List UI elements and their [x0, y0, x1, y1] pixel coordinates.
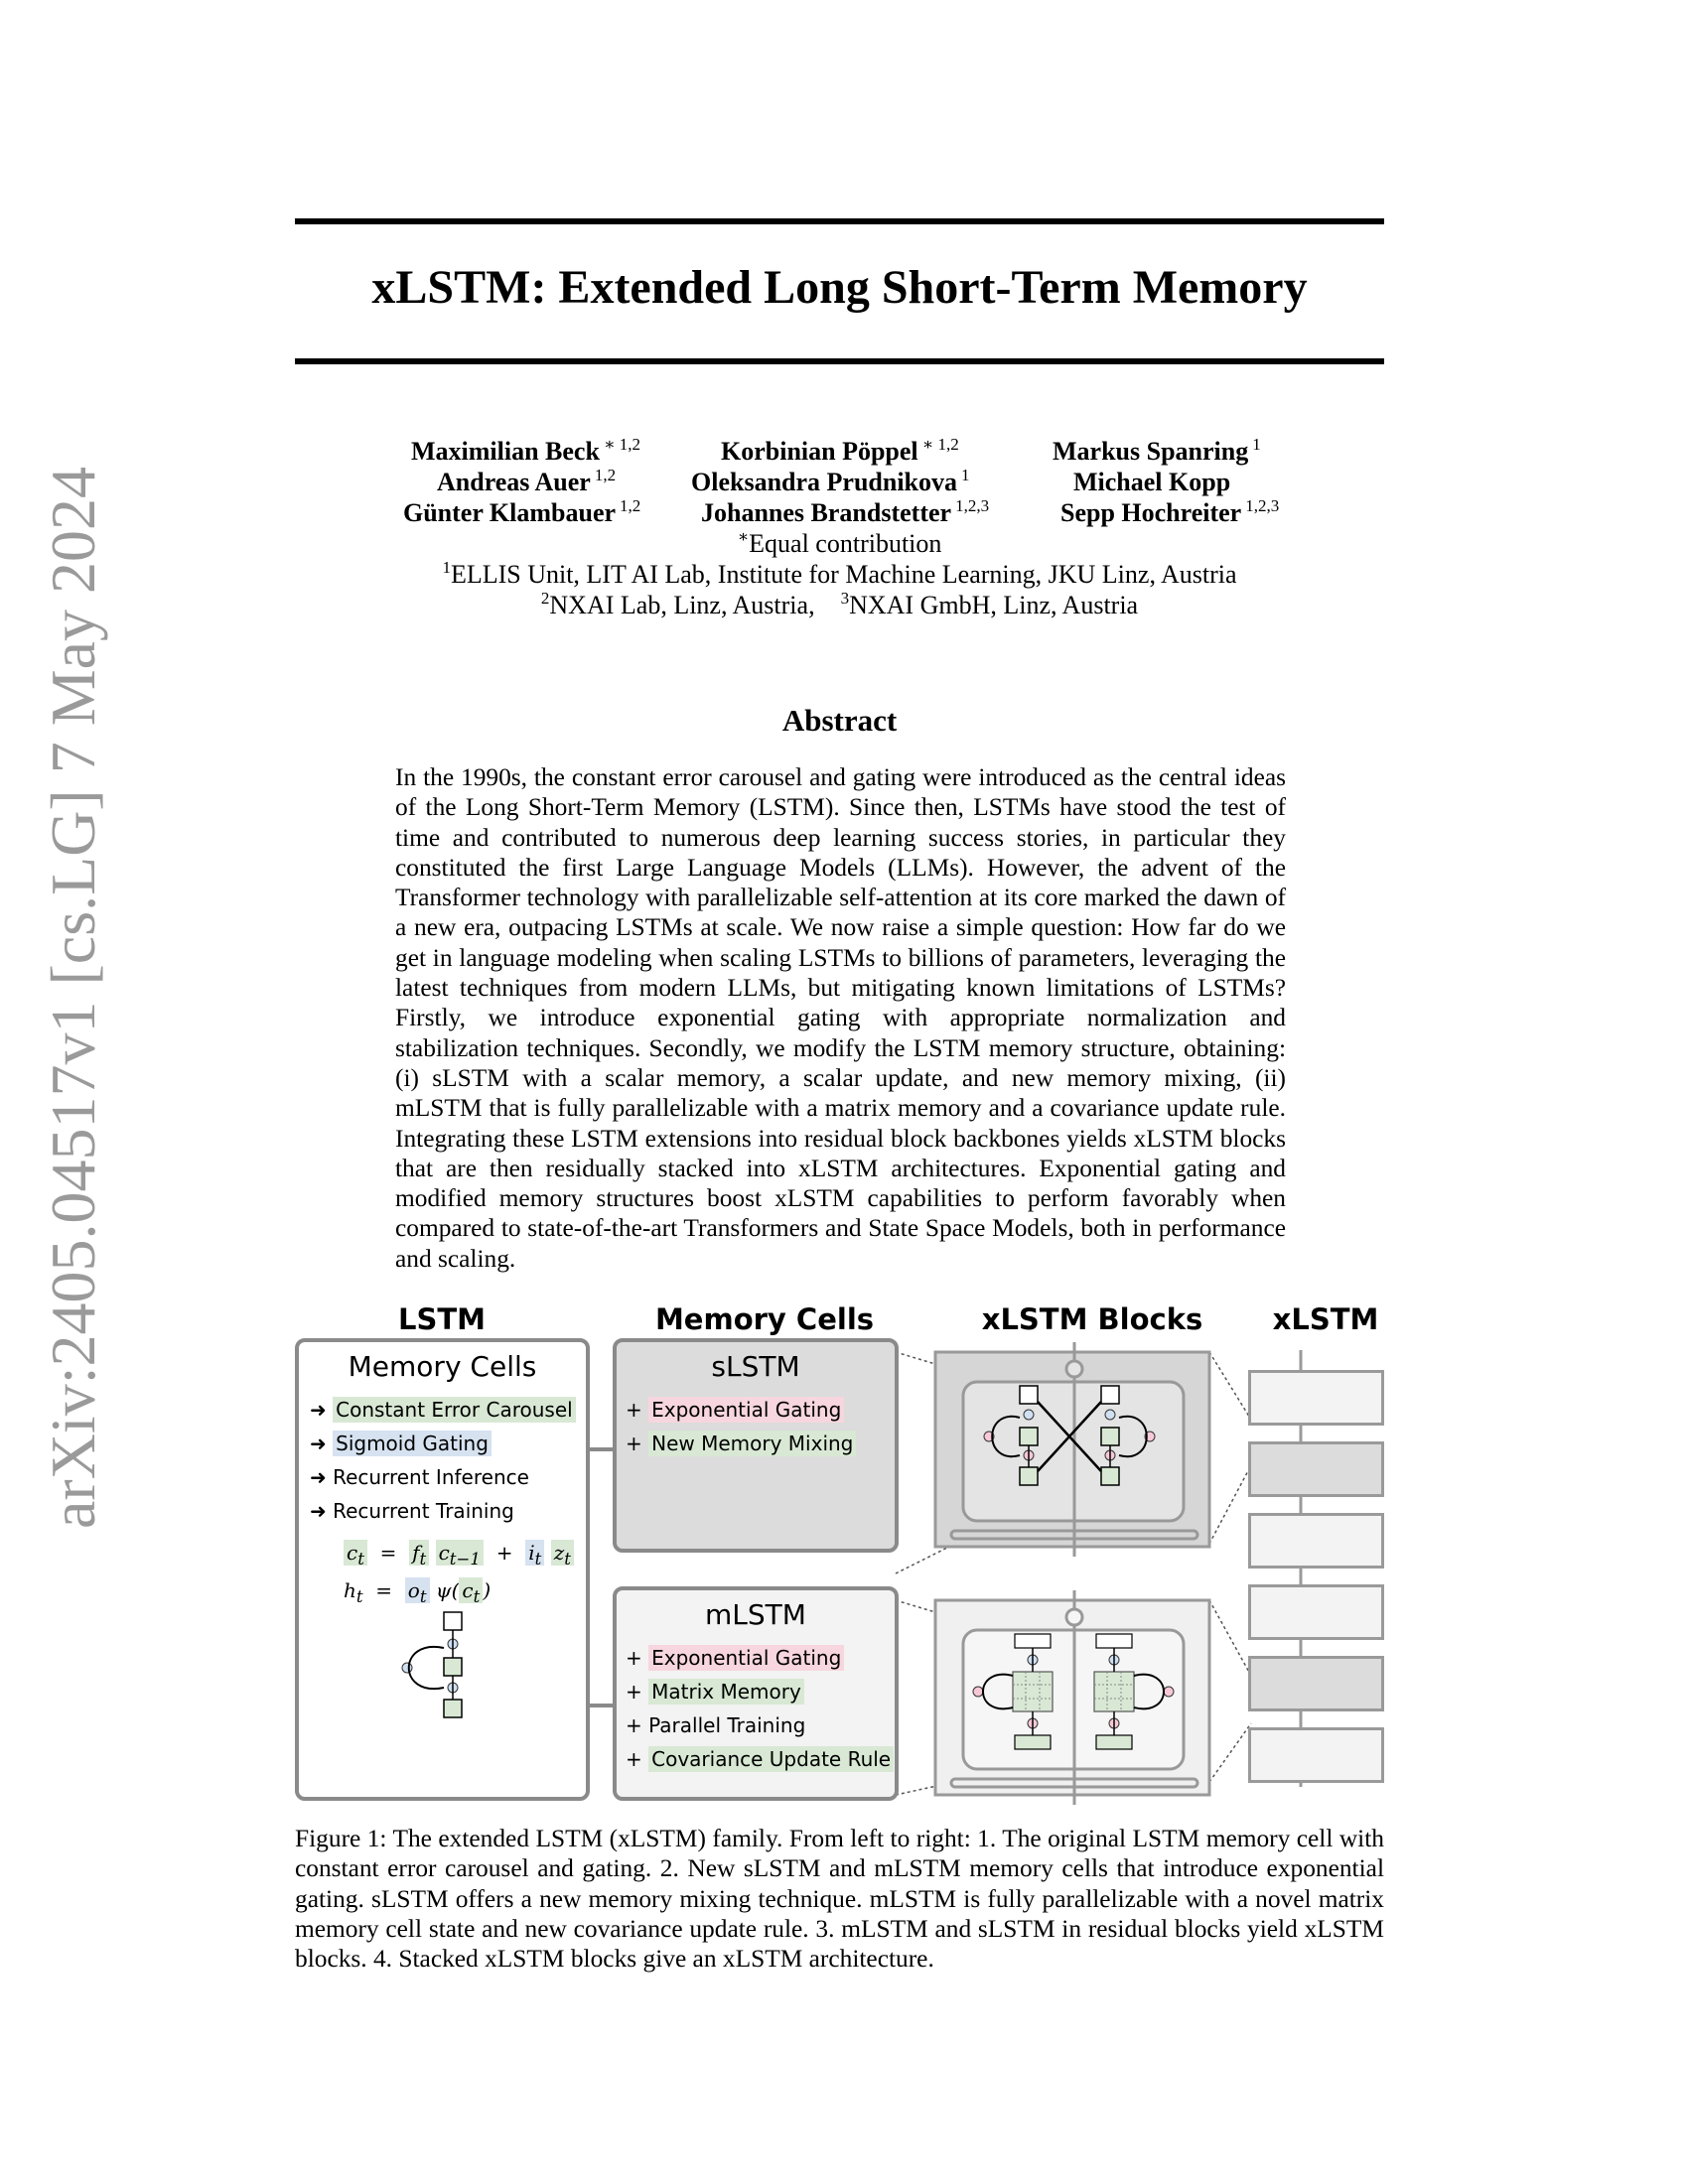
mlstm-panel-title: mLSTM	[705, 1598, 806, 1631]
author-5: Oleksandra Prudnikova $^1$	[691, 466, 970, 496]
title-bottom-rule	[295, 358, 1384, 364]
lstm-item-sigmoid-gating: ➜ Sigmoid Gating	[310, 1432, 492, 1455]
xlstm-stack-block-5	[1248, 1656, 1384, 1711]
col-header-lstm: LSTM	[397, 1302, 486, 1336]
abstract-text: In the 1990s, the constant error carousel and gating were introduced as the central ideas of the Long Short-Term Memory (LSTM). Since then, LSTMs have stood the test of time and contributed to numerous deep learning success stories, in particular they constituted the first Large Language Models (LLMs). However, the advent of the Transformer technology with parallelizable self-attention at its core marked the dawn of a new era, outpacing LSTMs at scale. We now raise a simple question: How far do we get in language modeling when scaling LSTMs to billions of parameters, leveraging the latest techniques from modern LLMs, but mitigating known limitations of LSTMs? Firstly, we introduce exponential gating with appropriate normalization and stabilization techniques. Secondly, we modify the LSTM memory structure, obtaining: (i) sLSTM with a scalar memory, a scalar update, and new memory mixing, (ii) mLSTM that is fully parallelizable with a matrix memory and a covariance update rule. Integrating these LSTM extensions into residual block backbones yields xLSTM blocks that are then residually stacked into xLSTM architectures. Exponential gating and modified memory structures boost xLSTM capabilities to perform favorably when compared to state-of-the-art Transformers and State Space Models, both in performance and scaling.	[395, 763, 1286, 1273]
figure-caption: Figure 1: The extended LSTM (xLSTM) family. From left to right: 1. The original LSTM memory cell with constant error carousel and gating. 2. New sLSTM and mLSTM memory cells that introduce exponential gating. sLSTM offers a new memory mixing technique. mLSTM is fully parallelizable with a novel matrix memory cell state and new covariance update rule. 3. mLSTM and sLSTM in residual blocks yield xLSTM blocks. 4. Stacked xLSTM blocks give an xLSTM architecture.	[295, 1825, 1384, 1974]
mlstm-item-parallel-training: + Parallel Training	[626, 1713, 806, 1737]
paper-title: xLSTM: Extended Long Short-Term Memory	[371, 261, 1308, 314]
author-2: Korbinian Pöppel $^{∗ 1,2}$	[721, 435, 959, 466]
author-6: Michael Kopp	[1073, 468, 1231, 496]
abstract-heading: Abstract	[781, 703, 898, 738]
author-1: Maximilian Beck $^{∗ 1,2}$	[411, 435, 640, 466]
slstm-item-exponential-gating: + Exponential Gating	[626, 1398, 844, 1422]
author-9: Sepp Hochreiter $^{1,2,3}$	[1060, 496, 1280, 527]
affiliation-2-3: $^2$NXAI Lab, Linz, Austria, $^3$NXAI GmbH, Linz, Austria	[540, 589, 1139, 619]
arxiv-stamp-text: arXiv:2405.04517v1 [cs.LG] 7 May 2024	[38, 466, 108, 1529]
mlstm-item-matrix-memory: + Matrix Memory	[626, 1680, 804, 1704]
lstm-equation-cell-state: $c_t = f_t$ $c_{t-1} + i_t$ $z_t$	[344, 1541, 574, 1569]
xlstm-stack-block-4	[1248, 1584, 1384, 1640]
arxiv-identifier-stamp	[0, 0, 159, 2184]
author-4: Andreas Auer $^{1,2}$	[437, 466, 617, 496]
col-header-xlstm: xLSTM	[1272, 1302, 1379, 1336]
mlstm-item-covariance-update-rule: + Covariance Update Rule	[626, 1747, 894, 1771]
slstm-item-new-memory-mixing: + New Memory Mixing	[626, 1432, 856, 1455]
lstm-panel-title: Memory Cells	[348, 1350, 537, 1383]
lstm-equation-hidden-state: $h_t = o_t$ ψ( $c_t$ )	[344, 1578, 492, 1606]
author-3: Markus Spanring $^1$	[1053, 435, 1261, 466]
slstm-panel-title: sLSTM	[711, 1350, 800, 1383]
xlstm-stack-block-1	[1248, 1370, 1384, 1426]
equal-contribution-note: ∗Equal contribution	[737, 527, 942, 558]
xlstm-stack-block-3	[1248, 1513, 1384, 1569]
lstm-item-recurrent-training: ➜ Recurrent Training	[310, 1499, 514, 1523]
author-8: Johannes Brandstetter $^{1,2,3}$	[701, 496, 990, 527]
affiliation-1: $^1$ELLIS Unit, LIT AI Lab, Institute for Machine Learning, JKU Linz, Austria	[442, 558, 1237, 589]
col-header-memory-cells: Memory Cells	[654, 1302, 875, 1336]
lstm-item-constant-error-carousel: ➜ Constant Error Carousel	[310, 1398, 576, 1422]
figure-1	[288, 1291, 1390, 1807]
col-header-xlstm-blocks: xLSTM Blocks	[981, 1302, 1203, 1336]
author-7: Günter Klambauer $^{1,2}$	[403, 496, 641, 527]
lstm-item-recurrent-inference: ➜ Recurrent Inference	[310, 1465, 529, 1489]
mlstm-item-exponential-gating: + Exponential Gating	[626, 1646, 844, 1670]
xlstm-stack-block-2	[1248, 1441, 1384, 1497]
title-top-rule	[295, 218, 1384, 224]
xlstm-stack-block-6	[1248, 1727, 1384, 1783]
